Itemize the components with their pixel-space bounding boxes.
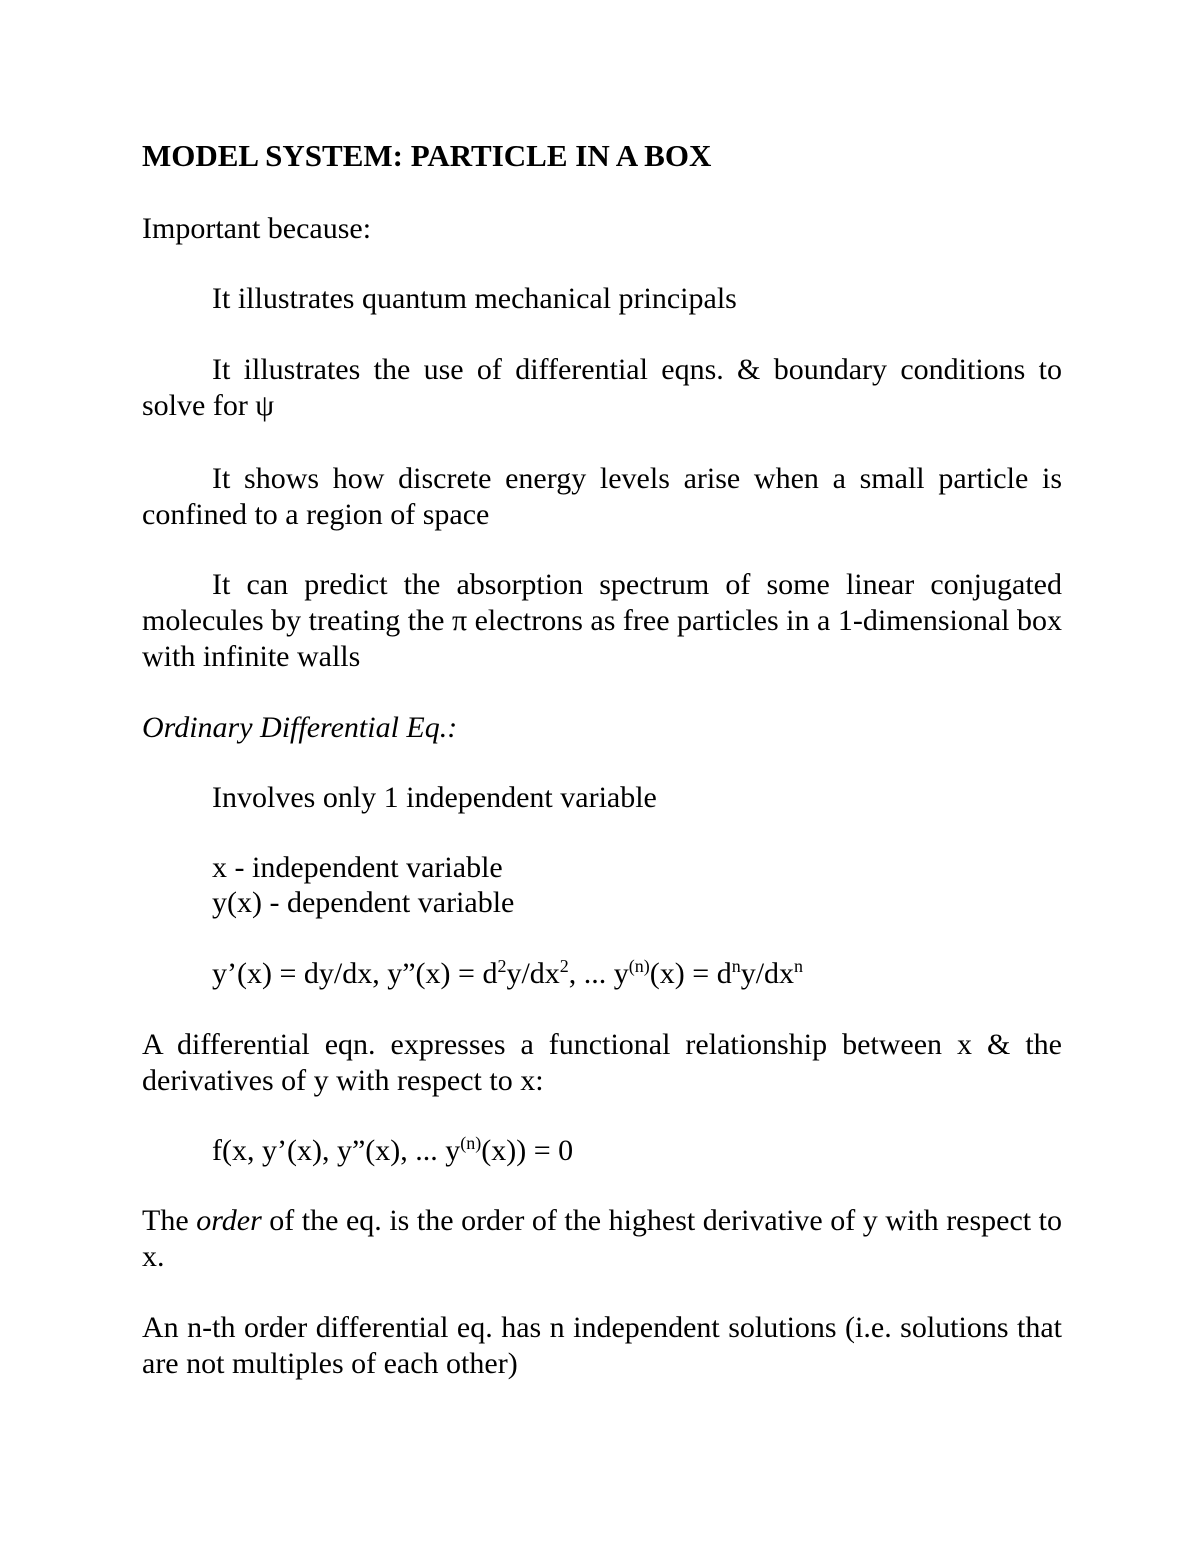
reason-2: It illustrates the use of differential eqns. & boundary conditions to solve for ψ — [142, 353, 1062, 422]
order-definition — [142, 1203, 1062, 1275]
ode-description: Involves only 1 independent variable — [212, 781, 657, 814]
deriv-part-c: , ... y — [568, 957, 629, 990]
nth-order-text: An n-th order differential eq. has n independent solutions (i.e. solutions that are not multiples of each other) — [142, 1311, 1062, 1380]
deriv-sup-n2: n — [731, 956, 741, 976]
variable-x: x - independent variable — [212, 851, 503, 884]
functional-equation — [212, 1133, 573, 1169]
derivative-notation — [212, 956, 803, 992]
order-word: order — [196, 1204, 262, 1237]
deriv-part-a: y’(x) = dy/dx, y”(x) = d — [212, 957, 498, 990]
functional-relationship-text: A differential eqn. expresses a functional relationship between x & the derivatives of y with respect to x: — [142, 1028, 1062, 1097]
order-pre: The — [142, 1204, 197, 1237]
deriv-part-e: y/dx — [740, 957, 795, 990]
ode-heading: Ordinary Differential Eq.: — [142, 711, 458, 744]
reason-3: It shows how discrete energy levels arise when a small particle is confined to a region of space — [142, 462, 1062, 531]
page-title: MODEL SYSTEM: PARTICLE IN A BOX — [142, 138, 712, 173]
deriv-sup-2: 2 — [559, 956, 569, 976]
func-eq-sup: (n) — [460, 1133, 482, 1153]
reason-1: It illustrates quantum mechanical principals — [212, 282, 737, 315]
func-eq-part-b: (x)) = 0 — [481, 1134, 574, 1167]
deriv-part-d: (x) = d — [649, 957, 732, 990]
deriv-part-b: y/dx — [506, 957, 560, 990]
order-post: of the eq. is the order of the highest derivative of y with respect to x. — [142, 1204, 1063, 1273]
deriv-sup-1: 2 — [497, 956, 507, 976]
deriv-sup-n3: n — [794, 956, 804, 976]
variable-y: y(x) - dependent variable — [212, 886, 515, 919]
intro-text: Important because: — [142, 212, 372, 245]
func-eq-part-a: f(x, y’(x), y”(x), ... y — [212, 1134, 461, 1167]
reason-4: It can predict the absorption spectrum of some linear conjugated molecules by treating the π electrons as free particles in a 1-dimensional box with infinite walls — [142, 568, 1062, 673]
deriv-sup-n: (n) — [628, 956, 650, 976]
